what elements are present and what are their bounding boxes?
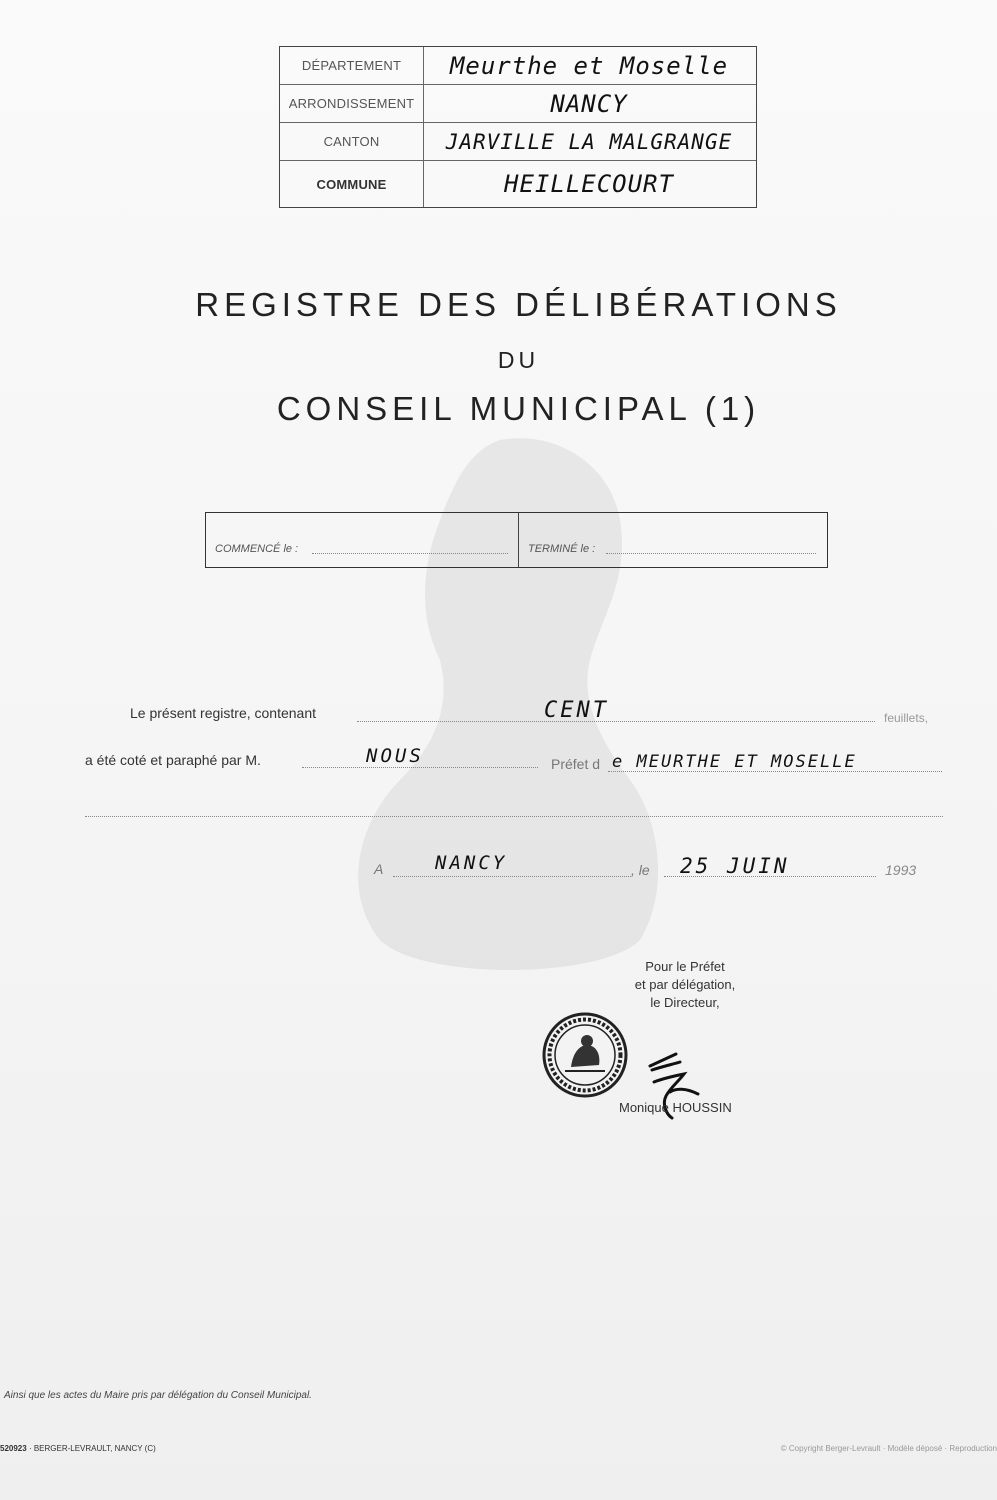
signature-line-3: le Directeur, — [650, 995, 720, 1010]
arrondissement-label: ARRONDISSEMENT — [280, 85, 424, 122]
canton-label: CANTON — [280, 123, 424, 160]
dates-divider — [518, 513, 519, 567]
cote-paraphe-label: a été coté et paraphé par M. — [85, 752, 261, 768]
arrondissement-value: NANCY — [550, 89, 628, 118]
departement-label: DÉPARTEMENT — [280, 47, 424, 84]
printer-reference — [0, 1444, 156, 1453]
ref-text: · BERGER-LEVRAULT, NANCY (C) — [28, 1444, 156, 1453]
feuillets-label: feuillets, — [884, 711, 929, 725]
dates-box — [205, 512, 828, 568]
date-value: 25 JUIN — [680, 854, 790, 878]
termine-line — [606, 553, 816, 554]
contenant-value: CENT — [544, 698, 609, 723]
a-label: A — [374, 861, 384, 877]
prefet-label: Préfet d — [551, 756, 601, 772]
signature-line-1: Pour le Préfet — [645, 959, 725, 974]
contenant-label: Le présent registre, contenant — [130, 705, 317, 721]
termine-label: TERMINÉ le : — [528, 543, 596, 555]
title-registre: REGISTRE DES DÉLIBÉRATIONS — [195, 286, 842, 323]
year-value: 1993 — [885, 862, 917, 878]
row-canton — [280, 123, 756, 161]
departement-value: Meurthe et Moselle — [449, 51, 729, 80]
location-table — [279, 46, 757, 208]
row-commune — [280, 161, 756, 207]
ref-code: 520923 — [0, 1444, 27, 1453]
contenant-line — [357, 721, 875, 722]
commune-label: COMMUNE — [280, 161, 424, 207]
lieu-line — [393, 876, 631, 877]
copyright-notice: © Copyright Berger-Levrault · Modèle déposé · Reproduction — [780, 1444, 997, 1453]
prefecture-seal-icon — [541, 1011, 629, 1099]
footnote: Ainsi que les actes du Maire pris par délégation du Conseil Municipal. — [4, 1390, 312, 1401]
le-label: , le — [631, 862, 650, 878]
commune-value: HEILLECOURT — [504, 170, 674, 198]
signer-name: Monique HOUSSIN — [619, 1100, 732, 1115]
prefet-value: e MEURTHE ET MOSELLE — [612, 752, 857, 772]
handwritten-signature-icon — [640, 1048, 720, 1128]
marianne-watermark-icon — [300, 420, 680, 980]
commence-label: COMMENCÉ le : — [215, 543, 299, 555]
canton-value: JARVILLE LA MALGRANGE — [445, 129, 733, 154]
row-arrondissement — [280, 85, 756, 123]
lieu-value: NANCY — [435, 852, 508, 874]
row-departement — [280, 47, 756, 85]
title-du: DU — [497, 347, 540, 373]
blank-line — [85, 816, 943, 817]
signature-line-2: et par délégation, — [634, 977, 736, 992]
paraphe-name-line — [302, 767, 538, 768]
title-conseil-municipal: CONSEIL MUNICIPAL (1) — [276, 390, 761, 427]
commence-line — [312, 553, 508, 554]
paraphe-name-value: NOUS — [366, 745, 424, 767]
